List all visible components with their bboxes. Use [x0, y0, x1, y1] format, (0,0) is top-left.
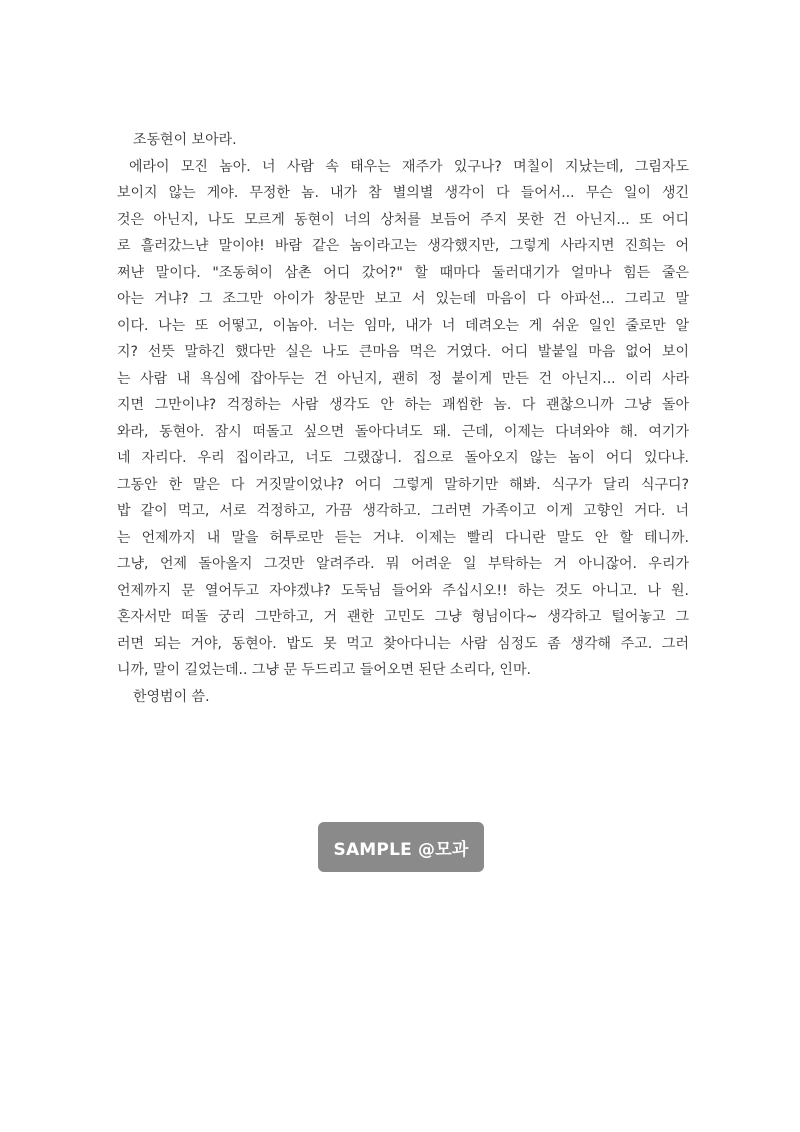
letter-line: 것은 아닌지, 나도 모르게 동현이 너의 상처를 보듬어 주지 못한 건 아닌지... 또 어디 — [117, 211, 689, 228]
letter-line: 니까, 말이 길었는데.. 그냥 문 두드리고 들어오면 된단 소리다, 인마. — [117, 662, 531, 678]
watermark-text: SAMPLE @모과 — [333, 839, 469, 860]
letter-line: 아는 거냐? 그 조그만 아이가 창문만 보고 서 있는데 마음이 다 아파선... 그리고 말 — [117, 291, 689, 307]
letter-salutation: 조동현이 보아라. — [133, 132, 237, 148]
letter-line: 는 사람 내 욕심에 잡아두는 건 아닌지, 괜히 정 붙이게 만든 건 아닌지... 이리 사라 — [117, 370, 689, 387]
letter-line: 네 자리다. 우리 집이라고, 너도 그랬잖니. 집으로 돌아오지 않는 놈이 어디 있다냐. — [117, 450, 689, 466]
letter-text — [117, 127, 689, 710]
letter-line: 는 언제까지 내 말을 허투로만 듣는 거냐. 이제는 빨리 다니란 말도 안 할 테니까. — [117, 529, 689, 546]
letter-signature: 한영범이 씀. — [133, 688, 210, 705]
sample-watermark — [318, 822, 484, 872]
letter-line: 와라, 동현아. 잠시 떠돌고 싶으면 돌아다녀도 돼. 근데, 이제는 다녀와야 해. 여기가 — [117, 423, 689, 440]
letter-line: 지면 그만이냐? 걱정하는 사람 생각도 안 하는 괘씸한 놈. 다 괜찮으니까 그냥 돌아 — [117, 397, 689, 413]
letter-line: 보이지 않는 게야. 무정한 놈. 내가 참 별의별 생각이 다 들어서... 무슨 일이 생긴 — [117, 185, 689, 201]
letter-line: 그동안 한 말은 다 거짓말이었냐? 어디 그렇게 말하기만 해봐. 식구가 달리 식구디? — [117, 476, 689, 493]
letter-line: 쩌냔 말이다. "조동혀이 삼촌 어디 갔어?" 할 때마다 둘러대기가 얼마나 힘든 줄은 — [117, 264, 689, 281]
letter-line: 러면 되는 거야, 동현아. 밥도 못 먹고 찾아다니는 사람 심정도 좀 생각해 주고. 그러 — [117, 635, 689, 652]
letter-line: 밥 같이 먹고, 서로 걱정하고, 가끔 생각하고. 그러면 가족이고 이게 고향인 거다. 너 — [117, 503, 689, 519]
letter-line: 혼자서만 떠돌 궁리 그만하고, 거 괜한 고민도 그냥 형님이다~ 생각하고 털어놓고 그 — [117, 609, 689, 625]
letter-line: 언제까지 문 열어두고 자야겠냐? 도둑님 들어와 주십시오!! 하는 것도 아니고. 나 원. — [117, 582, 689, 599]
letter-line: 이다. 나는 또 어떻고, 이놈아. 너는 임마, 내가 너 데려오는 게 쉬운 일인 줄로만 알 — [117, 317, 689, 334]
letter-line: 로 흘러갔느냔 말이야! 바람 같은 놈이라고는 생각했지만, 그렇게 사라지면 진희는 어 — [117, 238, 689, 254]
letter-line: 에라이 모진 놈아. 너 사람 속 태우는 재주가 있구나? 며칠이 지났는데, 그림자도 — [129, 158, 689, 175]
letter-line: 그냥, 언제 돌아올지 그것만 알려주라. 뭐 어려운 일 부탁하는 거 아니잖어. 우리가 — [117, 556, 689, 572]
letter-line: 지? 선뜻 말하긴 했다만 실은 나도 큰마음 먹은 거였다. 어디 발붙일 마음 없어 보이 — [117, 344, 689, 360]
